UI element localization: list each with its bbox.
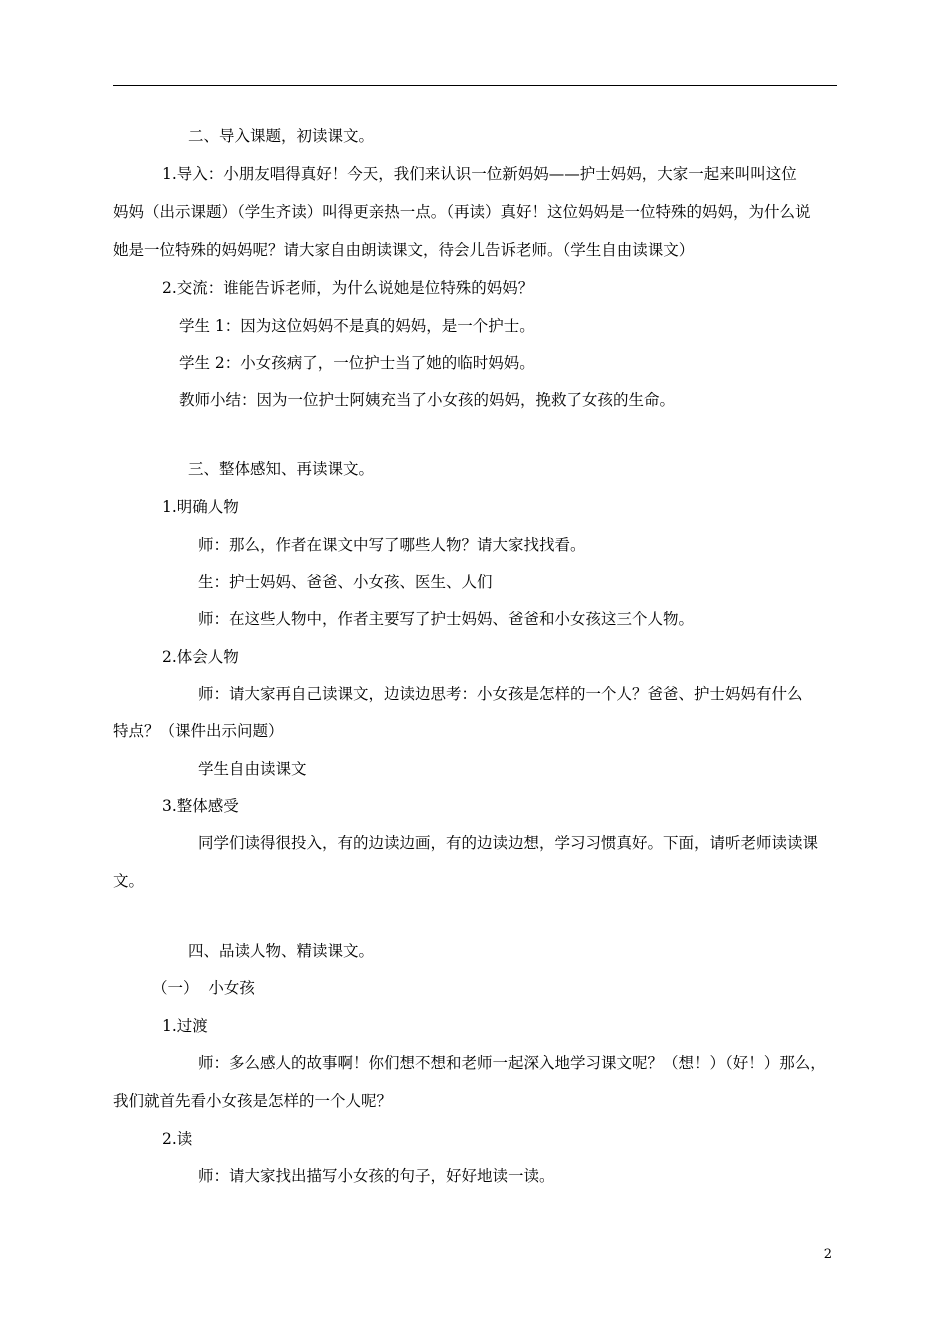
section-heading: 三、整体感知、再读课文。: [188, 460, 375, 478]
paragraph-line: 同学们读得很投入，有的边读边画，有的边读边想，学习习惯真好。下面，请听老师读读课: [198, 834, 819, 852]
dialogue-line: 教师小结：因为一位护士阿姨充当了小女孩的妈妈，挽救了女孩的生命。: [179, 391, 676, 409]
dialogue-line: 师：那么，作者在课文中写了哪些人物？请大家找找看。: [198, 536, 586, 554]
dialogue-line: 学生 1：因为这位妈妈不是真的妈妈，是一个护士。: [179, 317, 535, 335]
list-item: 3.整体感受: [162, 797, 239, 815]
list-item: 1.明确人物: [162, 498, 239, 516]
paragraph-line: 特点？（课件出示问题）: [113, 722, 284, 740]
list-item: 2.体会人物: [162, 648, 239, 666]
dialogue-line: 师：在这些人物中，作者主要写了护士妈妈、爸爸和小女孩这三个人物。: [198, 610, 695, 628]
section-heading: 二、导入课题，初读课文。: [188, 127, 375, 145]
paragraph-line: 我们就首先看小女孩是怎样的一个人呢？: [113, 1092, 393, 1110]
subsection-heading: （一） 小女孩: [152, 979, 255, 997]
dialogue-line: 学生 2：小女孩病了，一位护士当了她的临时妈妈。: [179, 354, 535, 372]
list-item: 1.过渡: [162, 1017, 208, 1035]
paragraph-line: 文。: [113, 872, 145, 890]
dialogue-line: 生：护士妈妈、爸爸、小女孩、医生、人们: [198, 573, 493, 591]
paragraph-line: 妈妈（出示课题）（学生齐读）叫得更亲热一点。（再读）真好！这位妈妈是一位特殊的妈妈，为什么说: [113, 203, 811, 221]
dialogue-line: 师：请大家再自己读课文，边读边思考：小女孩是怎样的一个人？爸爸、护士妈妈有什么: [198, 685, 803, 703]
paragraph-line: 她是一位特殊的妈妈呢？请大家自由朗读课文，待会儿告诉老师。（学生自由读课文）: [113, 241, 695, 259]
dialogue-line: 师：多么感人的故事啊！你们想不想和老师一起深入地学习课文呢？（想！）（好！）那么，: [198, 1054, 826, 1072]
page-number: 2: [823, 1247, 832, 1262]
paragraph-line: 2.交流：谁能告诉老师，为什么说她是位特殊的妈妈？: [162, 279, 534, 297]
list-item: 2.读: [162, 1130, 193, 1148]
header-rule: [113, 85, 837, 86]
dialogue-line: 师：请大家找出描写小女孩的句子，好好地读一读。: [198, 1167, 555, 1185]
section-heading: 四、品读人物、精读课文。: [188, 942, 375, 960]
paragraph-line: 1.导入：小朋友唱得真好！今天，我们来认识一位新妈妈——护士妈妈，大家一起来叫叫这位: [162, 165, 797, 183]
dialogue-line: 学生自由读课文: [198, 760, 307, 778]
